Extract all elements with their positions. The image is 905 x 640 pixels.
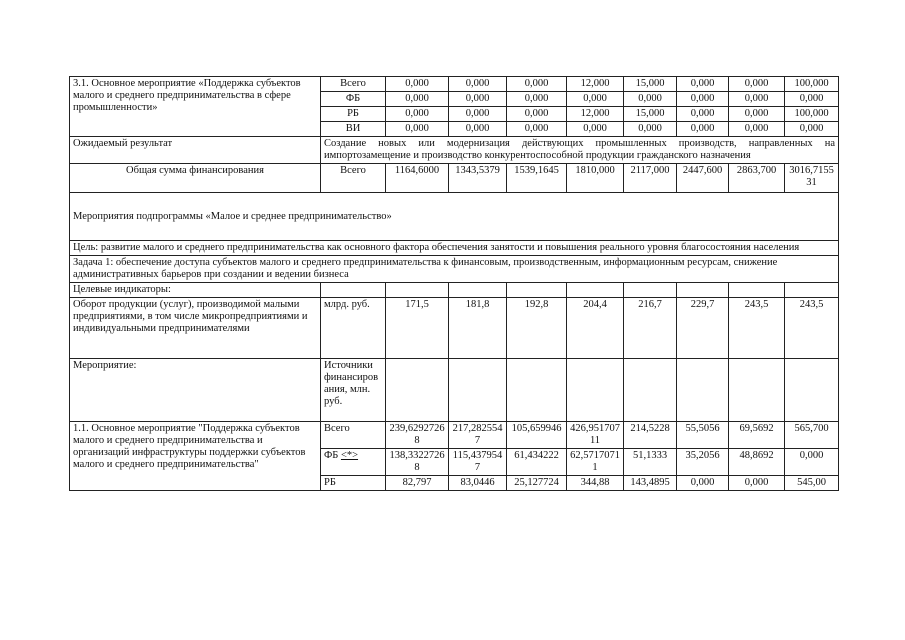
value-cell: 115,4379547 [449, 449, 507, 476]
value-cell: 0,000 [386, 92, 449, 107]
value-cell: 0,000 [507, 77, 567, 92]
value-cell: 0,000 [449, 92, 507, 107]
value-cell: 105,659946 [507, 422, 567, 449]
measure-label: Мероприятие: [70, 359, 321, 422]
source-cell: Всего [321, 164, 386, 193]
value-cell: 0,000 [507, 92, 567, 107]
value-cell: 35,2056 [677, 449, 729, 476]
value-cell: 239,62927268 [386, 422, 449, 449]
source-cell: Всего [321, 77, 386, 92]
value-cell: 0,000 [729, 476, 785, 491]
indicators-label: Целевые индикаторы: [70, 283, 321, 298]
value-cell: 229,7 [677, 298, 729, 359]
section11-title: 1.1. Основное мероприятие "Поддержка субъектов малого и среднего предпринимательства и организаций инфраструктуры поддержки субъектов малого и среднего предпринимательства" [70, 422, 321, 491]
value-cell: 62,57170711 [567, 449, 624, 476]
value-cell: 0,000 [785, 122, 839, 137]
total-label: Общая сумма финансирования [70, 164, 321, 193]
value-cell: 3016,715531 [785, 164, 839, 193]
expected-result-label: Ожидаемый результат [70, 137, 321, 164]
value-cell: 1343,5379 [449, 164, 507, 193]
value-cell: 0,000 [567, 122, 624, 137]
value-cell: 138,33227268 [386, 449, 449, 476]
source-cell: РБ [321, 107, 386, 122]
unit-cell: млрд. руб. [321, 298, 386, 359]
value-cell: 0,000 [677, 77, 729, 92]
value-cell: 192,8 [507, 298, 567, 359]
value-cell: 0,000 [677, 476, 729, 491]
source-cell [321, 449, 386, 476]
table-row [70, 77, 839, 92]
value-cell: 2863,700 [729, 164, 785, 193]
table-row [70, 256, 839, 283]
source-cell: ВИ [321, 122, 386, 137]
table-row [70, 241, 839, 256]
value-cell: 51,1333 [624, 449, 677, 476]
value-cell: 15,000 [624, 77, 677, 92]
value-cell: 426,95170711 [567, 422, 624, 449]
value-cell: 0,000 [507, 107, 567, 122]
source-cell: Всего [321, 422, 386, 449]
financing-table [69, 76, 839, 491]
value-cell: 82,797 [386, 476, 449, 491]
value-cell: 0,000 [386, 77, 449, 92]
value-cell: 217,2825547 [449, 422, 507, 449]
expected-result-text: Создание новых или модернизация действующих промышленных производств, направленных на импортозамещение и производство конкурентоспособной продукции гражданского назначения [321, 137, 839, 164]
value-cell: 0,000 [729, 107, 785, 122]
table-row [70, 164, 839, 193]
value-cell: 0,000 [624, 122, 677, 137]
value-cell: 0,000 [729, 92, 785, 107]
value-cell: 545,00 [785, 476, 839, 491]
value-cell: 0,000 [449, 107, 507, 122]
value-cell: 0,000 [677, 92, 729, 107]
value-cell: 61,434222 [507, 449, 567, 476]
value-cell: 0,000 [567, 92, 624, 107]
section31-title: 3.1. Основное мероприятие «Поддержка субъектов малого и среднего предпринимательства в сфере промышленности» [70, 77, 321, 137]
value-cell: 0,000 [785, 449, 839, 476]
value-cell: 2447,600 [677, 164, 729, 193]
value-cell: 12,000 [567, 107, 624, 122]
value-cell: 0,000 [386, 107, 449, 122]
value-cell: 25,127724 [507, 476, 567, 491]
value-cell: 1539,1645 [507, 164, 567, 193]
value-cell: 214,5228 [624, 422, 677, 449]
value-cell: 243,5 [729, 298, 785, 359]
value-cell: 565,700 [785, 422, 839, 449]
value-cell: 15,000 [624, 107, 677, 122]
value-cell: 1810,000 [567, 164, 624, 193]
value-cell: 0,000 [729, 77, 785, 92]
value-cell: 83,0446 [449, 476, 507, 491]
footnote-link[interactable]: <*> [340, 450, 359, 461]
source-cell: ФБ [321, 92, 386, 107]
table-row [70, 298, 839, 359]
value-cell: 0,000 [785, 92, 839, 107]
value-cell: 0,000 [677, 107, 729, 122]
value-cell: 181,8 [449, 298, 507, 359]
value-cell: 69,5692 [729, 422, 785, 449]
value-cell: 216,7 [624, 298, 677, 359]
goal-text: Цель: развитие малого и среднего предпринимательства как основного фактора обеспечения занятости и повышения реального уровня благосостояния населения [70, 241, 839, 256]
value-cell: 1164,6000 [386, 164, 449, 193]
table-row [70, 193, 839, 241]
turnover-label: Оборот продукции (услуг), производимой малыми предприятиями, в том числе микропредприятиями и индивидуальными предпринимателями [70, 298, 321, 359]
source-label: ФБ [324, 450, 339, 461]
value-cell: 48,8692 [729, 449, 785, 476]
subprogram-heading: Мероприятия подпрограммы «Малое и среднее предпринимательство» [70, 193, 839, 241]
value-cell: 55,5056 [677, 422, 729, 449]
value-cell: 0,000 [449, 77, 507, 92]
value-cell: 100,000 [785, 77, 839, 92]
table-row [70, 359, 839, 422]
value-cell: 0,000 [624, 92, 677, 107]
value-cell: 0,000 [449, 122, 507, 137]
value-cell: 143,4895 [624, 476, 677, 491]
value-cell: 100,000 [785, 107, 839, 122]
table-row [70, 137, 839, 164]
table-row [70, 422, 839, 449]
value-cell: 2117,000 [624, 164, 677, 193]
value-cell: 12,000 [567, 77, 624, 92]
value-cell: 243,5 [785, 298, 839, 359]
value-cell: 0,000 [677, 122, 729, 137]
task1-text: Задача 1: обеспечение доступа субъектов малого и среднего предпринимательства к финансовым, производственным, информационным ресурсам, снижение административных барьеров при создании и ведении бизнеса [70, 256, 839, 283]
table-row [70, 283, 839, 298]
value-cell: 344,88 [567, 476, 624, 491]
value-cell: 0,000 [386, 122, 449, 137]
value-cell: 0,000 [729, 122, 785, 137]
value-cell: 204,4 [567, 298, 624, 359]
sources-label: Источники финансирования, млн. руб. [321, 359, 386, 422]
source-cell: РБ [321, 476, 386, 491]
value-cell: 171,5 [386, 298, 449, 359]
value-cell: 0,000 [507, 122, 567, 137]
